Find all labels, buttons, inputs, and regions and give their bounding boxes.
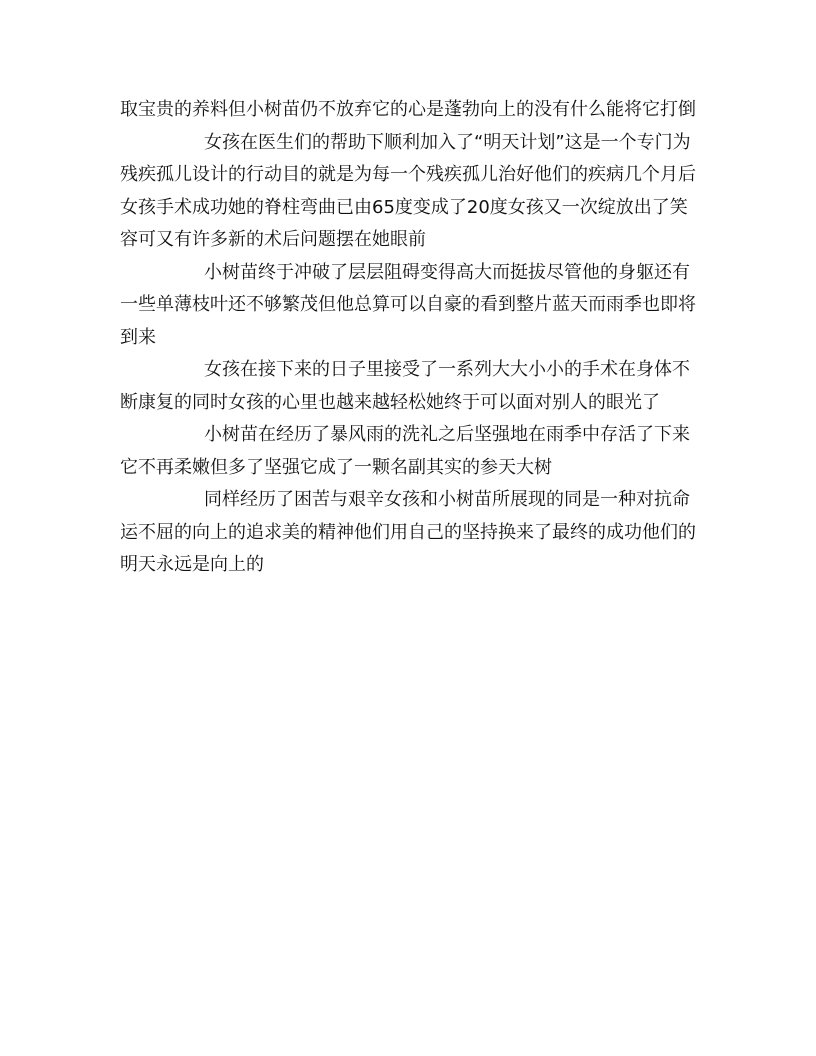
paragraph-1: 取宝贵的养料但小树苗仍不放弃它的心是蓬勃向上的没有什么能将它打倒 — [120, 99, 696, 120]
paragraph-6: 同样经历了困苦与艰辛女孩和小树苗所展现的同是一种对抗命运不屈的向上的追求美的精神他们用自己的坚持换来了最终的成功他们的明天永远是向上的 — [120, 489, 696, 575]
paragraph-2: 女孩在医生们的帮助下顺利加入了“明天计划”这是一个专门为残疾孤儿设计的行动目的就是为每一个残疾孤儿治好他们的疾病几个月后女孩手术成功她的脊柱弯曲已由65度变成了20度女孩又一次绽放出了笑容可又有许多新的术后问题摆在她眼前 — [120, 131, 696, 250]
paragraph-3: 小树苗终于冲破了层层阻碍变得高大而挺拔尽管他的身躯还有一些单薄枝叶还不够繁茂但他总算可以自豪的看到整片蓝天而雨季也即将到来 — [120, 261, 696, 348]
document-body — [120, 94, 696, 582]
paragraph-5: 小树苗在经历了暴风雨的洗礼之后坚强地在雨季中存活了下来它不再柔嫩但多了坚强它成了一颗名副其实的参天大树 — [120, 424, 690, 478]
paragraph-4: 女孩在接下来的日子里接受了一系列大大小小的手术在身体不断康复的同时女孩的心里也越来越轻松她终于可以面对别人的眼光了 — [120, 359, 690, 413]
